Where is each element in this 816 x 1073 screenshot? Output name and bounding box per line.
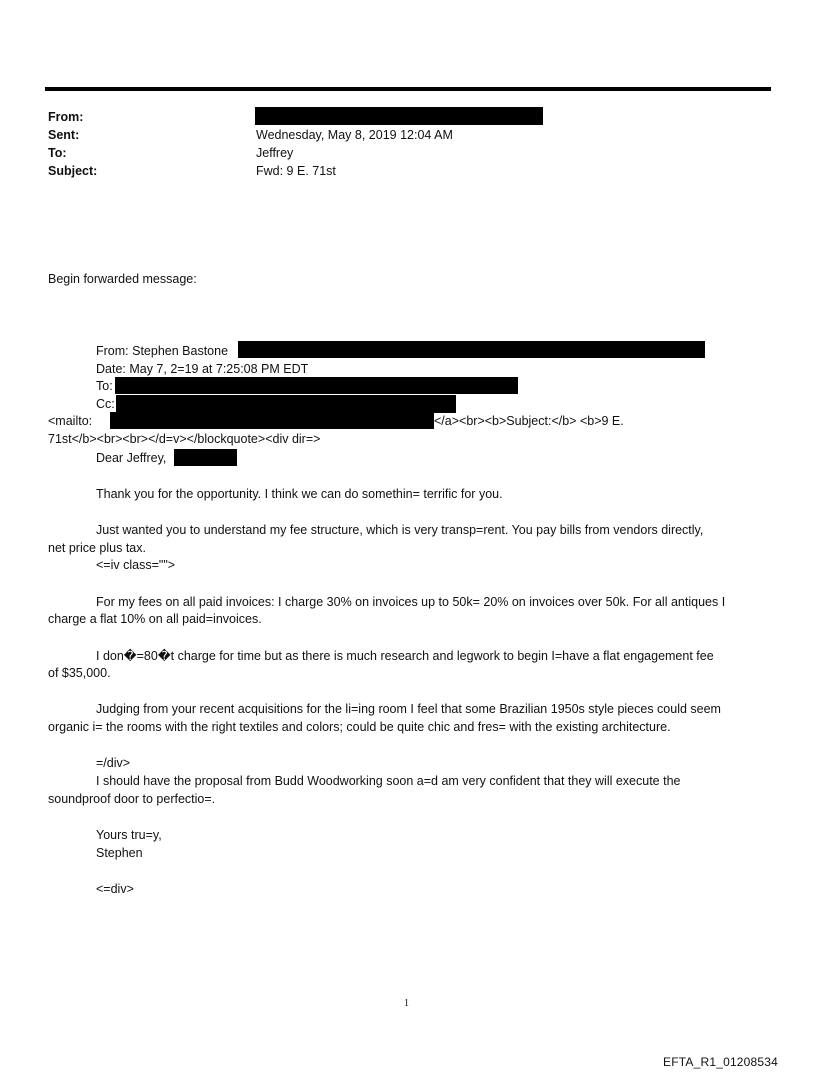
redaction-fwd-cc xyxy=(116,395,456,413)
greeting: Dear Jeffrey, xyxy=(96,451,167,465)
paragraph-6-line-2: soundproof door to perfectio=. xyxy=(48,792,216,806)
div-close-text: =/div> xyxy=(96,756,131,770)
redaction-greeting xyxy=(174,449,237,466)
begin-forwarded: Begin forwarded message: xyxy=(48,272,197,286)
paragraph-4-line-1: I don�=80�t charge for time but as there is much research and legwork to begin I=have a flat engagement fee xyxy=(96,649,714,663)
page-number: 1 xyxy=(404,998,409,1009)
signature: Stephen xyxy=(96,846,143,860)
redaction-from xyxy=(255,107,543,125)
paragraph-5-line-2: organic i= the rooms with the right textiles and colors; could be quite chic and fres= with the existing architecture. xyxy=(48,720,671,734)
subject-continuation: 71st</b><br><br></d=v></blockquote><div dir=> xyxy=(48,432,321,446)
fwd-from: From: Stephen Bastone xyxy=(96,344,229,358)
div-open-text: <=div> xyxy=(96,882,134,896)
paragraph-5-line-1: Judging from your recent acquisitions for the li=ing room I feel that some Brazilian 1950s style pieces could seem xyxy=(96,702,721,716)
paragraph-3-line-2: charge a flat 10% on all paid=invoices. xyxy=(48,612,262,626)
paragraph-2-line-3: <=iv class=""> xyxy=(96,558,176,572)
subject-value: Fwd: 9 E. 71st xyxy=(256,164,336,178)
fwd-to: To: xyxy=(96,379,113,393)
redaction-fwd-from xyxy=(238,341,705,358)
sent-label: Sent: xyxy=(48,128,80,142)
paragraph-3-line-1: For my fees on all paid invoices: I charge 30% on invoices up to 50k= 20% on invoices over 50k. For all antiques I xyxy=(96,595,726,609)
to-label: To: xyxy=(48,146,67,160)
redaction-mailto xyxy=(110,412,434,429)
to-value: Jeffrey xyxy=(256,146,294,160)
header-rule xyxy=(45,87,771,91)
fwd-cc: Cc: xyxy=(96,397,115,411)
mailto-suffix: </a><br><b>Subject:</b> <b>9 E. xyxy=(434,414,624,428)
closing: Yours tru=y, xyxy=(96,828,162,842)
sent-value: Wednesday, May 8, 2019 12:04 AM xyxy=(256,128,453,142)
fwd-date: Date: May 7, 2=19 at 7:25:08 PM EDT xyxy=(96,362,309,376)
redaction-fwd-to xyxy=(115,377,518,394)
paragraph-2-line-1: Just wanted you to understand my fee structure, which is very transp=rent. You pay bills from vendors directly, xyxy=(96,523,704,537)
from-label: From: xyxy=(48,110,84,124)
subject-label: Subject: xyxy=(48,164,98,178)
paragraph-6-line-1: I should have the proposal from Budd Woodworking soon a=d am very confident that they will execute the xyxy=(96,774,681,788)
mailto-prefix: <mailto: xyxy=(48,414,93,428)
document-id: EFTA_R1_01208534 xyxy=(663,1055,779,1069)
paragraph-1: Thank you for the opportunity. I think we can do somethin= terrific for you. xyxy=(96,487,503,501)
paragraph-4-line-2: of $35,000. xyxy=(48,666,111,680)
paragraph-2-line-2: net price plus tax. xyxy=(48,541,146,555)
